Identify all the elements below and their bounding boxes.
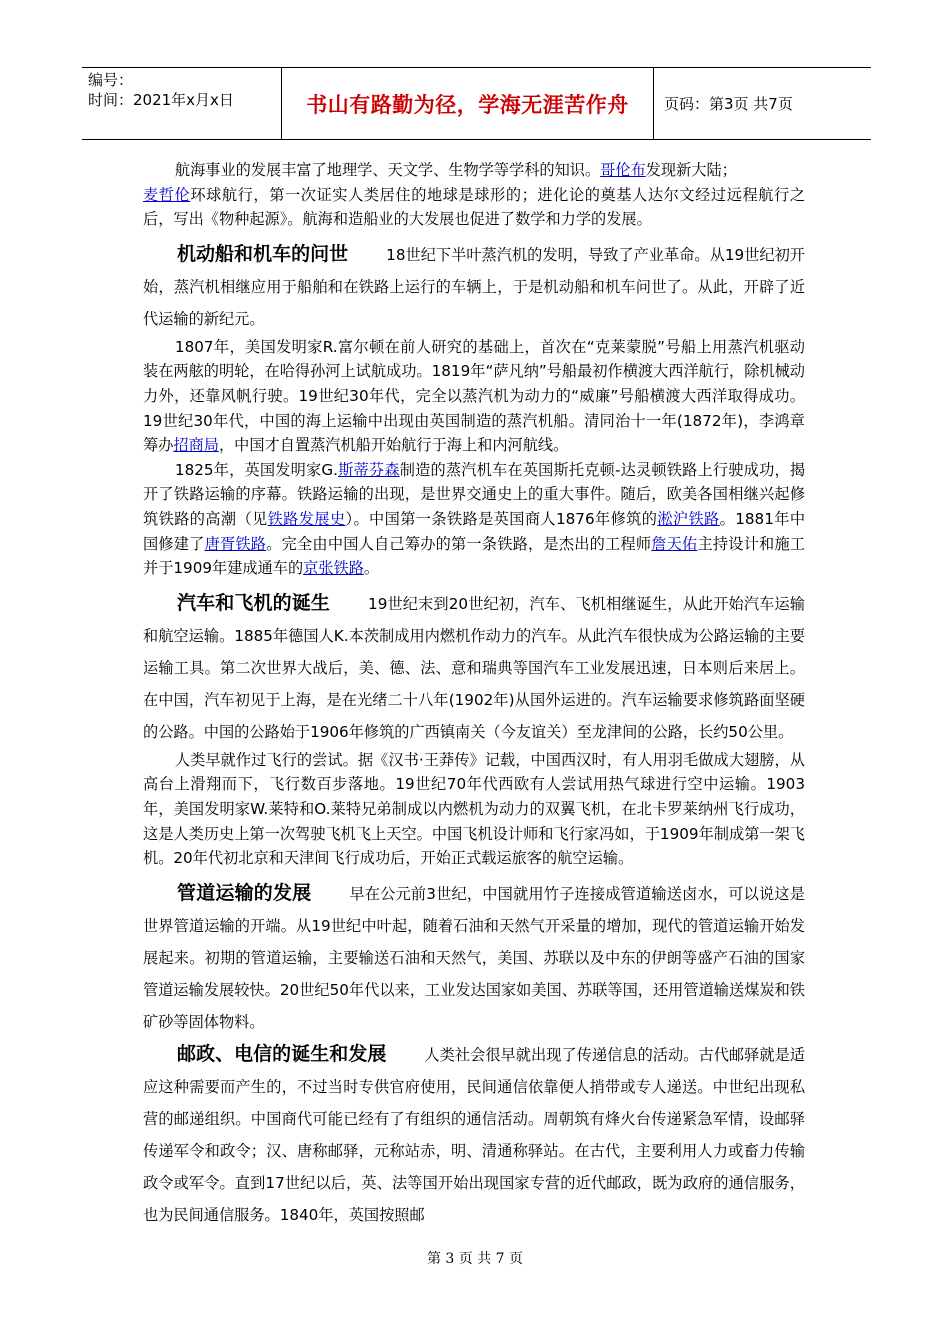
link-railway-history[interactable]: 铁路发展史 xyxy=(267,509,346,528)
text: 。 xyxy=(363,559,380,578)
link-magellan[interactable]: 麦哲伦 xyxy=(143,185,191,204)
link-tangxu-railway[interactable]: 唐胥铁路 xyxy=(204,534,267,553)
text: 18世纪下半叶蒸汽机的发明，导致了产业革命。从19世纪初开始，蒸汽机相继应用于船舶和在铁路上运行的车辆上，于是机动船和机车问世了。从此，开辟了近代运输的新纪元。 xyxy=(143,245,805,328)
header-motto: 书山有路勤为径，学海无涯苦作舟 xyxy=(282,68,654,139)
section-title-post: 邮政、电信的诞生和发展 xyxy=(177,1042,387,1065)
link-stephenson[interactable]: 斯蒂芬森 xyxy=(338,460,400,479)
page-footer: 第 3 页 共 7 页 xyxy=(426,1251,524,1267)
section-ships-p2 xyxy=(143,458,805,581)
text: 人类社会很早就出现了传递信息的活动。古代邮驿就是适应这种需要而产生的，不过当时专供官府使用，民间通信依靠便人捎带或专人递送。中世纪出现私营的邮递组织。中国商代可能已经有了有组织的通信活动。周朝筑有烽火台传递紧急军情，设邮驿传递军令和政令；汉、唐称邮驿，元称站赤，明、清通称驿站。在古代，主要利用人力或畜力传输政令或军令。直到17世纪以后，英、法等国开始出现国家专营的近代邮政，既为政府的通信服务，也为民间通信服务。1840年，英国按照邮 xyxy=(143,1045,805,1224)
link-songhu-railway[interactable]: 淞沪铁路 xyxy=(657,509,720,528)
link-jingzhang-railway[interactable]: 京张铁路 xyxy=(303,559,364,578)
text: 主持设计和施工并于1909年建成通车的 xyxy=(143,534,806,578)
text: 早在公元前3世纪，中国就用竹子连接成管道输送卤水，可以说这是世界管道运输的开端。从19世纪中叶起，随着石油和天然气开采量的增加，现代的管道运输开始发展起来。初期的管道运输，主要输送石油和天然气，美国、苏联以及中东的伊朗等盛产石油的国家管道运输发展较快。20世纪50年代以来，工业发达国家如美国、苏联等国，还用管道输送煤炭和铁矿砂等固体物料。 xyxy=(143,884,805,1031)
header-page-info: 页码：第3页 共7页 xyxy=(664,95,793,113)
section-cars-lead xyxy=(143,587,805,748)
text: 环球航行，第一次证实人类居住的地球是球形的；进化论的奠基人达尔文经过远程航行之后，写出《物种起源》。航海和造船业的大发展也促进了数学和力学的发展。 xyxy=(143,185,806,229)
document-body xyxy=(143,158,805,1231)
text: 航海事业的发展丰富了地理学、天文学、生物学等学科的知识。 xyxy=(174,161,601,179)
link-columbus[interactable]: 哥伦布 xyxy=(600,161,646,179)
header-meta xyxy=(82,68,282,139)
link-zhan-tianyou[interactable]: 詹天佑 xyxy=(651,534,698,553)
page-header xyxy=(82,67,871,140)
number-label: 编号： xyxy=(88,71,134,89)
text: 19世纪末到20世纪初，汽车、飞机相继诞生，从此开始汽车运输和航空运输。1885年德国人K.本茨制成用内燃机作动力的汽车。从此汽车很快成为公路运输的主要运输工具。第二次世界大战后，美、德、法、意和瑞典等国汽车工业发展迅速，日本则后来居上。在中国，汽车初见于上海，是在光绪二十八年(1902年)从国外运进的。汽车运输要求修筑路面坚硬的公路。中国的公路始于1906年修筑的广西镇南关（今友谊关）至龙津间的公路，长约50公里。 xyxy=(143,594,805,741)
section-pipes-lead xyxy=(143,877,805,1038)
text: 1807年，美国发明家R.富尔顿在前人研究的基础上，首次在“克莱蒙脱”号船上用蒸汽机驱动装在两舷的明轮，在哈得孙河上试航成功。1819年“萨凡纳”号船最初作横渡大西洋航行，除机械动力外，还靠风帆行驶。19世纪30年代，完全以蒸汽机为动力的“威廉”号船横渡大西洋取得成功。19世纪30年代，中国的海上运输中出现由英国制造的蒸汽机船。清同治十一年(1872年)，李鸿章筹办 xyxy=(143,337,805,455)
text: 。1881年中国修建了 xyxy=(143,509,806,553)
section-title-ships: 机动船和机车的问世 xyxy=(177,242,349,265)
section-title-cars: 汽车和飞机的诞生 xyxy=(177,591,331,614)
intro-paragraph xyxy=(143,158,805,232)
section-ships-p1 xyxy=(143,335,805,458)
text: 制造的蒸汽机车在英国斯托克顿-达灵顿铁路上行驶成功，揭开了铁路运输的序幕。铁路运输的出现，是世界交通史上的重大事件。随后，欧美各国相继兴起修筑铁路的高潮（见 xyxy=(143,460,806,528)
text: ，中国才自置蒸汽机船开始航行于海上和内河航线。 xyxy=(218,436,569,455)
section-ships-lead xyxy=(143,238,805,335)
text: 1825年，英国发明家G. xyxy=(174,460,338,479)
section-title-pipes: 管道运输的发展 xyxy=(177,881,312,904)
text: ）。中国第一条铁路是英国商人1876年修筑的 xyxy=(345,509,658,528)
text: 发现新大陆； xyxy=(645,161,737,179)
link-zhaoshangju[interactable]: 招商局 xyxy=(173,436,219,455)
section-post-lead xyxy=(143,1038,805,1231)
text: 。完全由中国人自己筹办的第一条铁路，是杰出的工程师 xyxy=(266,534,652,553)
section-cars-p1: 人类早就作过飞行的尝试。据《汉书·王莽传》记载，中国西汉时，有人用羽毛做成大翅膀，从高台上滑翔而下，飞行数百步落地。19世纪70年代西欧有人尝试用热气球进行空中运输。1903年，美国发明家W.莱特和O.莱特兄弟制成以内燃机为动力的双翼飞机，在北卡罗莱纳州飞行成功，这是人类历史上第一次驾驶飞机飞上天空。中国飞机设计师和飞行家冯如，于1909年制成第一架飞机。20年代初北京和天津间飞行成功后，开始正式载运旅客的航空运输。 xyxy=(143,750,805,868)
time-label: 时间：2021年x月x日 xyxy=(88,91,234,109)
